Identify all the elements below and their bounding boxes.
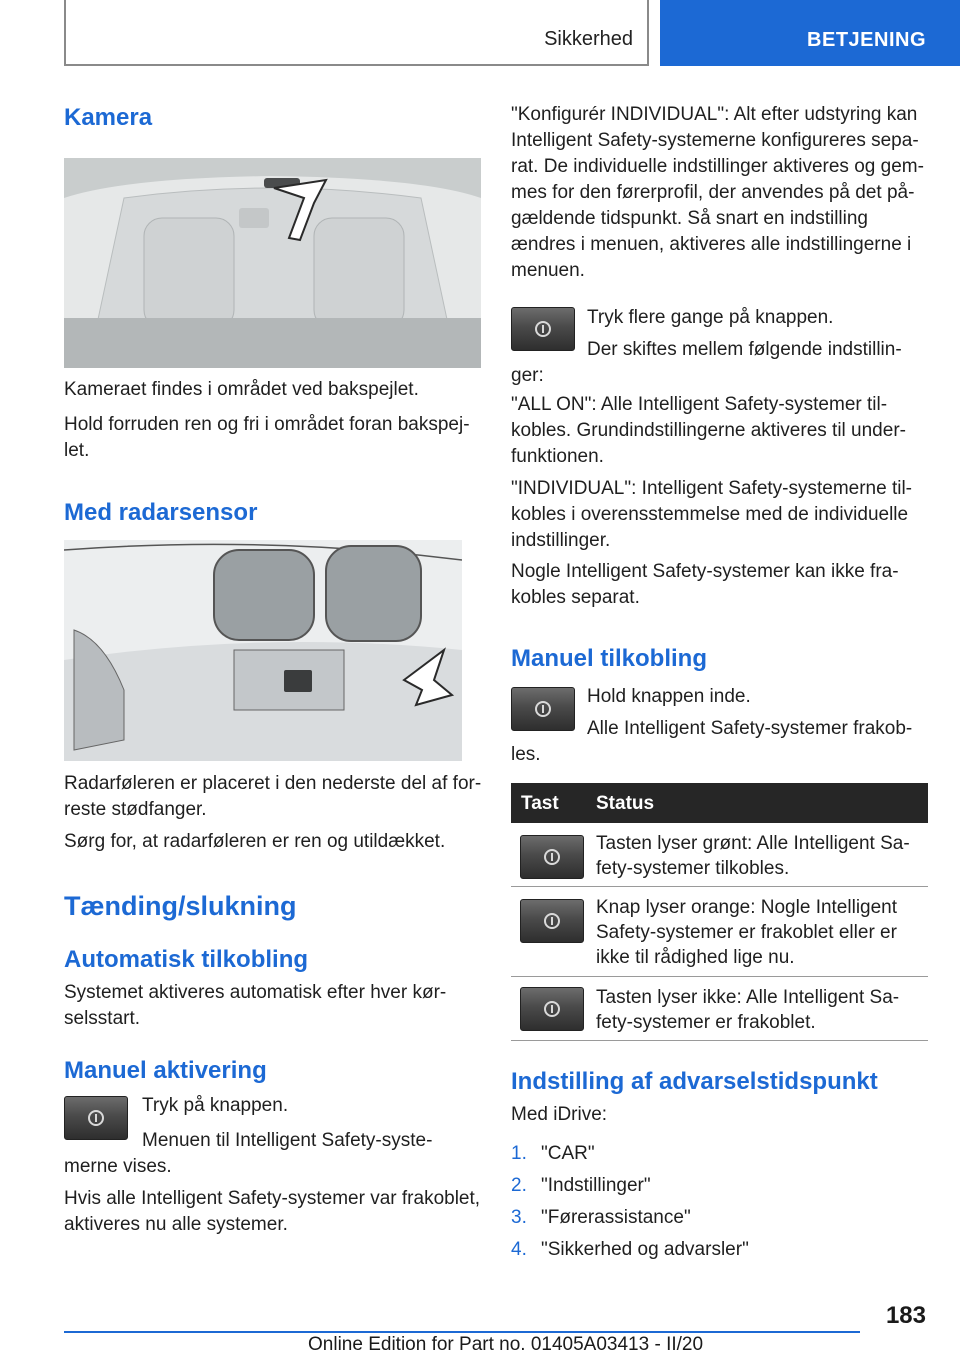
table-row — [511, 823, 928, 887]
step-number: 1. — [511, 1143, 527, 1164]
tryk-text-2: Der skiftes mellem følgende indstillin-ger: — [511, 339, 902, 386]
step-text: "Førerassistance" — [541, 1207, 691, 1228]
header-chapter-tab — [660, 0, 960, 66]
table-row — [511, 887, 928, 977]
table-row — [511, 977, 928, 1041]
manuel-text-1: Tryk på knappen. — [142, 1095, 289, 1116]
heading-manuel-aktivering: Manuel aktivering — [64, 1057, 267, 1084]
step-number: 4. — [511, 1239, 527, 1260]
camera-illustration — [64, 158, 481, 368]
safety-icon — [88, 1110, 104, 1126]
safety-button-image — [520, 899, 584, 943]
table-header-tast: Tast — [521, 793, 559, 814]
header-section-tab — [64, 0, 649, 66]
table-cell-status: Tasten lyser grønt: Alle Intelligent Sa-fety-systemer tilkobles. — [596, 833, 910, 879]
heading-radar: Med radarsensor — [64, 499, 258, 526]
safety-icon — [544, 1001, 560, 1017]
heading-manuel-tilkobling: Manuel tilkobling — [511, 645, 707, 672]
table-header-status: Status — [596, 793, 655, 814]
tilkobling-text-2: Alle Intelligent Safety-systemer frakob-les. — [511, 718, 913, 765]
radar-illustration — [64, 540, 462, 761]
table-cell-status: Tasten lyser ikke: Alle Intelligent Sa-fety-systemer er frakoblet. — [596, 987, 900, 1033]
step-text: "Sikkerhed og advarsler" — [541, 1239, 749, 1260]
tilkobling-text-1: Hold knappen inde. — [587, 686, 751, 707]
heading-taending: Tænding/slukning — [64, 891, 297, 921]
heading-automatisk: Automatisk tilkobling — [64, 946, 309, 973]
safety-icon — [544, 849, 560, 865]
individual-text: "INDIVIDUAL": Intelligent Safety-systemerne til-kobles i overensstemmelse med de individuelle indstillinger. — [511, 478, 913, 551]
safety-button-image — [520, 835, 584, 879]
radar-bumper-image — [64, 540, 462, 761]
status-table — [511, 783, 928, 1041]
table-cell-status: Knap lyser orange: Nogle Intelligent Safety-systemer er frakoblet eller er ikke til rådighed lige nu. — [596, 897, 898, 968]
step-number: 2. — [511, 1175, 527, 1196]
safety-icon — [535, 321, 551, 337]
safety-button-image — [520, 987, 584, 1031]
tryk-text-1: Tryk flere gange på knappen. — [587, 307, 834, 328]
section-title: Sikkerhed — [544, 28, 633, 50]
advar-intro: Med iDrive: — [511, 1104, 608, 1125]
chapter-title: BETJENING — [807, 29, 926, 51]
manuel-text-2: Menuen til Intelligent Safety-syste-merne vises. — [64, 1130, 433, 1177]
safety-icon — [544, 913, 560, 929]
footer-edition: Online Edition for Part no. 01405A03413 - II/20 — [308, 1334, 704, 1355]
radar-text-1: Radarføleren er placeret i den nederste del af for-reste stødfanger. — [64, 773, 482, 820]
camera-interior-image — [64, 158, 481, 368]
kamera-text-1: Kameraet findes i området ved bakspejlet. — [64, 379, 419, 400]
konfig-text: "Konfigurér INDIVIDUAL": Alt efter udstyring kan Intelligent Safety-systemerne konfigureres sepa-rat. De individuelle indstillinger aktiveres og gem-mes for den førerprofil, der anvendes på det på-gældende tidspunkt. Så snart en indstilling ændres i menuen, aktiveres alle indstillingerne i menuen. — [511, 104, 924, 281]
heading-advarselstidspunkt: Indstilling af advarselstidspunkt — [511, 1068, 878, 1095]
step-text: "Indstillinger" — [541, 1175, 651, 1196]
allon-text: "ALL ON": Alle Intelligent Safety-systemer til-kobles. Grundindstillingerne aktiveres til under-funktionen. — [511, 394, 906, 467]
page-number: 183 — [885, 1302, 926, 1329]
heading-kamera: Kamera — [64, 104, 153, 131]
radar-text-2: Sørg for, at radarføleren er ren og utildækket. — [64, 831, 446, 852]
safety-icon — [535, 701, 551, 717]
nogle-text: Nogle Intelligent Safety-systemer kan ikke fra-kobles separat. — [511, 561, 899, 608]
footer-divider — [64, 1331, 860, 1333]
automatisk-text: Systemet aktiveres automatisk efter hver kør-selsstart. — [64, 982, 447, 1029]
table-header — [511, 783, 928, 823]
kamera-text-2: Hold forruden ren og fri i området foran bakspej-let. — [64, 414, 470, 461]
step-number: 3. — [511, 1207, 527, 1228]
step-text: "CAR" — [541, 1143, 595, 1164]
manuel-text-3: Hvis alle Intelligent Safety-systemer var frakoblet, aktiveres nu alle systemer. — [64, 1188, 481, 1235]
